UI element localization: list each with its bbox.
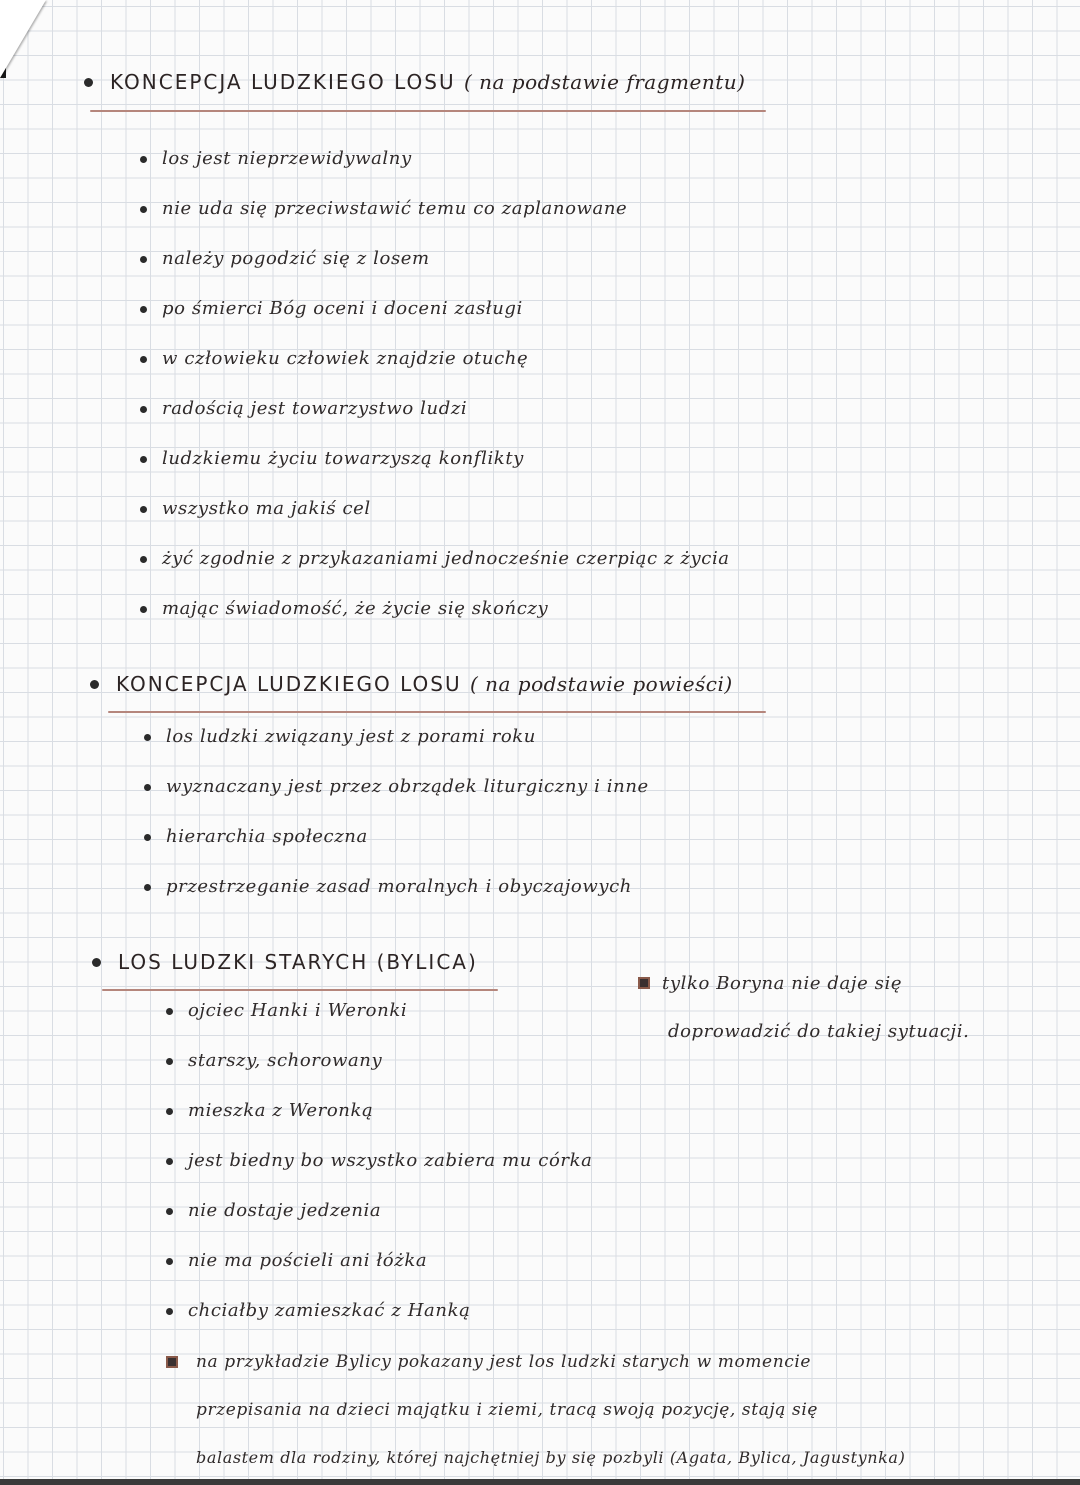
list-item: wyznaczany jest przez obrządek liturgiczny i inne xyxy=(166,772,649,822)
list-item: należy pogodzić się z losem xyxy=(162,244,730,294)
side-note-line: doprowadzić do takiej sytuacji. xyxy=(668,1021,970,1042)
list-item: chciałby zamieszkać z Hanką xyxy=(188,1296,592,1346)
heading-tail-text: ( na podstawie powieści) xyxy=(469,672,733,696)
square-bullet-icon xyxy=(166,1356,178,1368)
square-bullet-icon xyxy=(638,977,650,989)
bottom-note xyxy=(196,1338,1026,1482)
list-item: żyć zgodnie z przykazaniami jednocześnie czerpiąc z życia xyxy=(162,544,730,594)
heading-main-text: KONCEPCJA LUDZKIEGO LOSU xyxy=(116,672,462,696)
list-item: po śmierci Bóg oceni i doceni zasługi xyxy=(162,294,730,344)
heading-underline xyxy=(102,989,498,991)
section-heading-novel xyxy=(116,672,733,696)
list-item: los ludzki związany jest z porami roku xyxy=(166,722,649,772)
side-note xyxy=(660,960,990,1056)
list-item: nie uda się przeciwstawić temu co zaplanowane xyxy=(162,194,730,244)
list-fragment-points xyxy=(162,144,730,644)
side-note-line: tylko Boryna nie daje się xyxy=(662,973,903,994)
list-item: mieszka z Weronką xyxy=(188,1096,592,1146)
bottom-note-line: na przykładzie Bylicy pokazany jest los ludzki starych w momencie xyxy=(196,1352,812,1372)
list-item: nie ma pościeli ani łóżka xyxy=(188,1246,592,1296)
heading-main-text: KONCEPCJA LUDZKIEGO LOSU xyxy=(110,70,456,94)
bottom-note-line: przepisania na dzieci majątku i ziemi, tracą swoją pozycję, stają się xyxy=(196,1400,819,1420)
list-item: ojciec Hanki i Weronki xyxy=(188,996,592,1046)
heading-underline xyxy=(108,711,766,713)
heading-main-text: LOS LUDZKI STARYCH (BYLICA) xyxy=(118,950,478,974)
list-item: ludzkiemu życiu towarzyszą konflikty xyxy=(162,444,730,494)
list-item: mając świadomość, że życie się skończy xyxy=(162,594,730,644)
list-item: jest biedny bo wszystko zabiera mu córka xyxy=(188,1146,592,1196)
list-item: starszy, schorowany xyxy=(188,1046,592,1096)
heading-underline xyxy=(90,110,766,112)
list-item: los jest nieprzewidywalny xyxy=(162,144,730,194)
heading-tail-text: ( na podstawie fragmentu) xyxy=(463,70,746,94)
list-bylica-points xyxy=(188,996,592,1346)
bottom-note-line: balastem dla rodziny, której najchętniej by się pozbyli (Agata, Bylica, Jagustynka) xyxy=(196,1448,906,1467)
list-item: hierarchia społeczna xyxy=(166,822,649,872)
list-item: wszystko ma jakiś cel xyxy=(162,494,730,544)
folded-page-corner xyxy=(0,0,46,78)
list-item: przestrzeganie zasad moralnych i obyczajowych xyxy=(166,872,649,922)
list-item: nie dostaje jedzenia xyxy=(188,1196,592,1246)
list-novel-points xyxy=(166,722,649,922)
section-heading-fragment xyxy=(110,70,745,94)
section-heading-bylica xyxy=(118,950,478,974)
list-item: w człowieku człowiek znajdzie otuchę xyxy=(162,344,730,394)
scan-bottom-edge xyxy=(0,1479,1080,1485)
list-item: radością jest towarzystwo ludzi xyxy=(162,394,730,444)
